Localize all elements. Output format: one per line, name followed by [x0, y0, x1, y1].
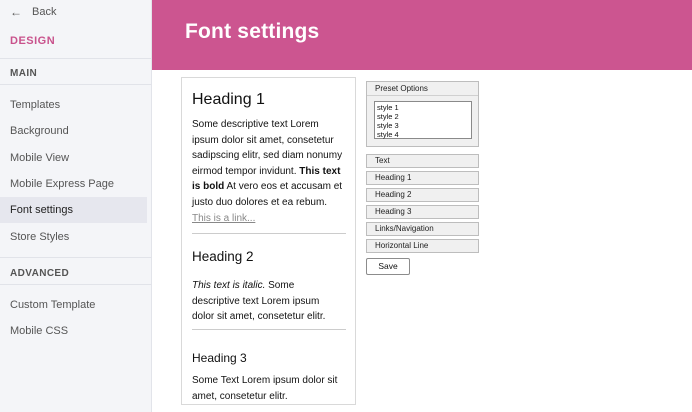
- sidebar-item-store-styles[interactable]: Store Styles: [10, 231, 70, 243]
- page-header: [152, 0, 692, 70]
- sidebar-item-custom-template[interactable]: Custom Template: [10, 299, 96, 311]
- main-content: [152, 70, 692, 412]
- preset-style-option[interactable]: style 1: [377, 103, 399, 112]
- divider: [0, 58, 152, 59]
- preview-text: Some descriptive text Lorem ipsum dolor sit amet, consetetur sadipscing elitr, sed diam nonumy eirmod tempor invidunt.: [192, 119, 343, 177]
- preview-text: At vero eos et accusam et justo duo dolores et ea rebum.: [192, 181, 343, 208]
- preview-text: Some descriptive text Lorem ipsum dolor sit amet, consetetur elitr.: [192, 280, 326, 323]
- design-heading: DESIGN: [10, 35, 56, 47]
- preview-link[interactable]: This is a link...: [192, 212, 256, 224]
- back-label: Back: [32, 6, 57, 18]
- sidebar: [0, 0, 152, 412]
- heading-3-options-button[interactable]: Heading 3: [366, 205, 479, 219]
- sidebar-item-mobile-express-page[interactable]: Mobile Express Page: [10, 178, 114, 190]
- preview-heading-2: Heading 2: [192, 249, 254, 264]
- sidebar-item-mobile-view[interactable]: Mobile View: [10, 152, 70, 164]
- back-link[interactable]: [10, 5, 56, 19]
- arrow-left-icon: ←: [10, 5, 22, 19]
- heading-2-options-button[interactable]: Heading 2: [366, 188, 479, 202]
- horizontal-line: [192, 233, 346, 234]
- horizontal-line: [192, 329, 346, 330]
- preset-options-title: Preset Options: [367, 82, 478, 96]
- heading-1-options-button[interactable]: Heading 1: [366, 171, 479, 185]
- preset-style-list[interactable]: [374, 101, 472, 139]
- preview-paragraph-1: [192, 117, 344, 226]
- preview-paragraph-3: Some Text Lorem ipsum dolor sit amet, consetetur elitr.: [192, 375, 338, 402]
- divider: [0, 284, 152, 285]
- font-preview-card: [181, 77, 356, 405]
- horizontal-line-options-button[interactable]: Horizontal Line: [366, 239, 479, 253]
- preset-style-option[interactable]: style 3: [377, 121, 399, 130]
- save-button[interactable]: Save: [366, 258, 410, 275]
- sidebar-item-templates[interactable]: Templates: [10, 99, 61, 111]
- preview-bold-text: This text is bold: [192, 165, 341, 193]
- divider: [0, 84, 152, 85]
- section-label-advanced: ADVANCED: [10, 268, 70, 279]
- page-title: Font settings: [185, 20, 320, 43]
- preset-options-panel: [366, 81, 479, 147]
- links-navigation-options-button[interactable]: Links/Navigation: [366, 222, 479, 236]
- preview-heading-3: Heading 3: [192, 351, 247, 365]
- preview-paragraph-2: [192, 278, 344, 325]
- text-options-button[interactable]: Text: [366, 154, 479, 168]
- preview-heading-1: Heading 1: [192, 91, 265, 108]
- sidebar-item-background[interactable]: Background: [10, 125, 69, 137]
- preset-style-option[interactable]: style 2: [377, 112, 399, 121]
- preset-style-option[interactable]: style 4: [377, 130, 399, 139]
- sidebar-item-mobile-css[interactable]: Mobile CSS: [10, 325, 69, 337]
- sidebar-item-font-settings[interactable]: Font settings: [0, 197, 147, 223]
- section-label-main: MAIN: [10, 68, 38, 79]
- divider: [0, 257, 152, 258]
- preview-italic-text: This text is italic.: [192, 280, 266, 291]
